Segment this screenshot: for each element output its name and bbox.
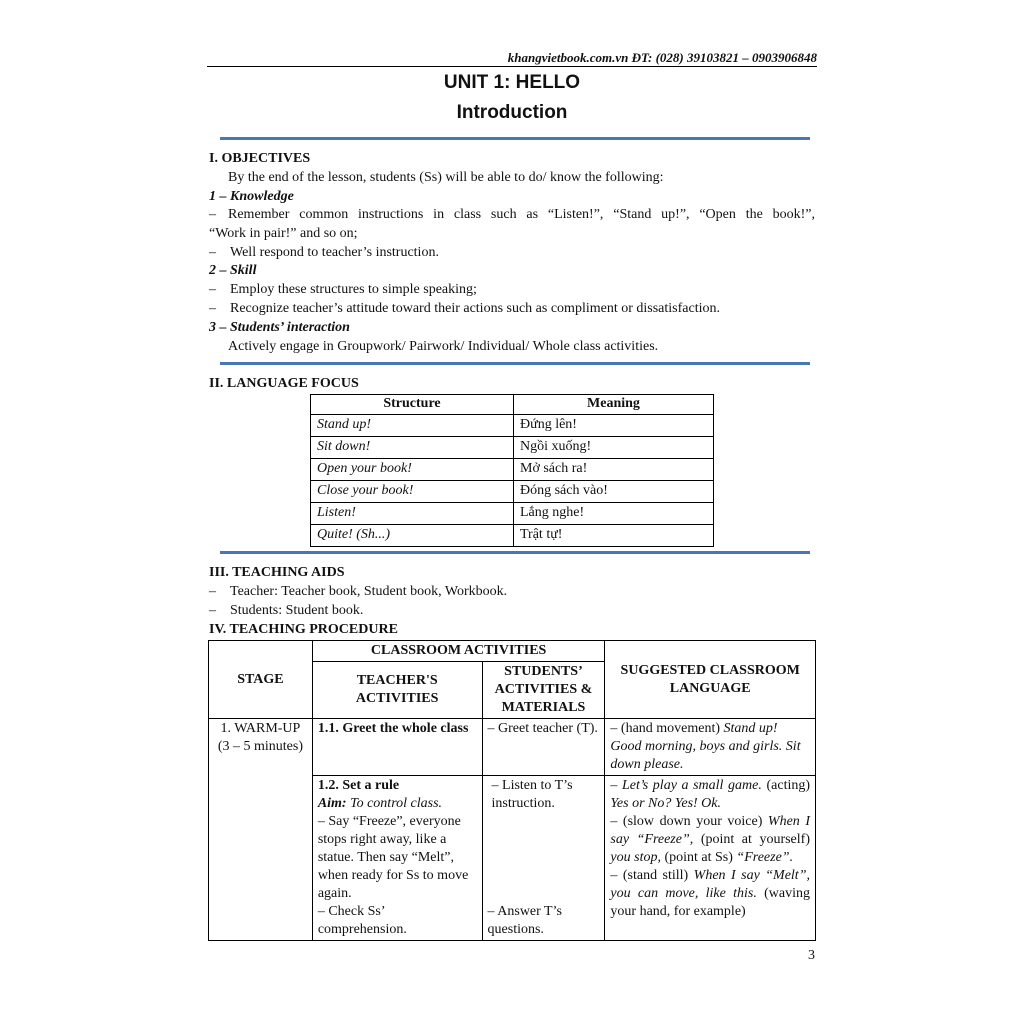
language-focus-heading: II. LANGUAGE FOCUS	[209, 376, 359, 391]
meaning-cell: Ngồi xuống!	[514, 437, 714, 459]
activity-aim: Aim: To control class.	[317, 796, 443, 811]
teaching-aids-heading: III. TEACHING AIDS	[209, 565, 345, 580]
activity-title: 1.2. Set a rule	[317, 778, 400, 793]
procedure-table	[208, 640, 816, 941]
table-row	[311, 459, 714, 481]
teaching-aids-item-2: – Students: Student book.	[209, 603, 364, 618]
meaning-cell: Trật tự!	[514, 525, 714, 547]
stage-name: 1. WARM-UP	[220, 721, 301, 736]
header-rule	[207, 66, 817, 67]
classroom-language-header: SUGGESTED CLASSROOM LANGUAGE	[605, 641, 816, 719]
stage-cell	[209, 719, 313, 941]
activity-instruction: – Say “Freeze”, everyone stops right away, like a statue. Then say “Melt”, when ready for Ss to move again.	[317, 814, 469, 901]
structure-cell: Listen!	[311, 503, 514, 525]
table-row	[311, 525, 714, 547]
structure-cell: Quite! (Sh...)	[311, 525, 514, 547]
structure-cell: Stand up!	[311, 415, 514, 437]
knowledge-item-1-cont: “Work in pair!” and so on;	[209, 226, 358, 241]
skill-item-2: – Recognize teacher’s attitude toward their actions such as compliment or dissatisfaction.	[209, 301, 720, 316]
table-row	[311, 503, 714, 525]
knowledge-item-2: – Well respond to teacher’s instruction.	[209, 245, 439, 260]
language-cell: – (hand movement) Stand up! Good morning, boys and girls. Sit down please.	[605, 719, 816, 776]
knowledge-item-1: – Remember common instructions in class such as “Listen!”, “Stand up!”, “Open the book!”,	[209, 207, 815, 222]
students-activities-header: STUDENTS’ ACTIVITIES & MATERIALS	[482, 662, 605, 719]
student-activity-cell: – Greet teacher (T).	[482, 719, 605, 776]
section-divider	[220, 362, 810, 365]
objectives-intro: By the end of the lesson, students (Ss) will be able to do/ know the following:	[228, 170, 664, 185]
objectives-heading: I. OBJECTIVES	[209, 151, 311, 166]
structure-cell: Open your book!	[311, 459, 514, 481]
classroom-activities-header: CLASSROOM ACTIVITIES	[312, 641, 605, 662]
teacher-activity-cell	[312, 776, 482, 941]
meaning-cell: Lắng nghe!	[514, 503, 714, 525]
interaction-heading: 3 – Students’ interaction	[209, 320, 350, 335]
meaning-cell: Đóng sách vào!	[514, 481, 714, 503]
student-activity-cell: – Listen to T’s instruction. – Answer T’s questions.	[482, 776, 605, 941]
column-header: Structure	[311, 395, 514, 415]
table-row	[311, 437, 714, 459]
knowledge-heading: 1 – Knowledge	[209, 189, 294, 204]
meaning-cell: Mở sách ra!	[514, 459, 714, 481]
teacher-activities-header: TEACHER'S ACTIVITIES	[312, 662, 482, 719]
teacher-activity-cell: 1.1. Greet the whole class	[312, 719, 482, 776]
interaction-text: Actively engage in Groupwork/ Pairwork/ Individual/ Whole class activities.	[228, 339, 659, 354]
page-subtitle: Introduction	[456, 102, 568, 123]
language-focus-table	[310, 394, 714, 547]
language-cell: – Let’s play a small game. (acting) Yes or No? Yes! Ok. – (slow down your voice) When I say “Freeze”, (point at yourself) you stop, (point at Ss) “Freeze”. – (stand still) When I say “Melt”, you can move, like this. (waving your hand, for example)	[605, 776, 816, 941]
table-row	[311, 481, 714, 503]
page-number: 3	[808, 948, 815, 963]
page-header: khangvietbook.com.vn ĐT: (028) 39103821 – 0903906848	[507, 50, 817, 65]
table-row	[209, 719, 816, 776]
column-header: Meaning	[514, 395, 714, 415]
section-divider	[220, 137, 810, 140]
table-row	[311, 415, 714, 437]
meaning-cell: Đứng lên!	[514, 415, 714, 437]
procedure-heading: IV. TEACHING PROCEDURE	[209, 622, 398, 637]
activity-check: – Check Ss’ comprehension.	[317, 904, 407, 937]
structure-cell: Close your book!	[311, 481, 514, 503]
teaching-aids-item-1: – Teacher: Teacher book, Student book, Workbook.	[209, 584, 508, 599]
unit-title: UNIT 1: HELLO	[443, 72, 581, 93]
stage-time: (3 – 5 minutes)	[217, 739, 303, 754]
skill-item-1: – Employ these structures to simple speaking;	[209, 282, 477, 297]
section-divider	[220, 551, 810, 554]
stage-header: STAGE	[209, 641, 313, 719]
structure-cell: Sit down!	[311, 437, 514, 459]
skill-heading: 2 – Skill	[209, 263, 257, 278]
